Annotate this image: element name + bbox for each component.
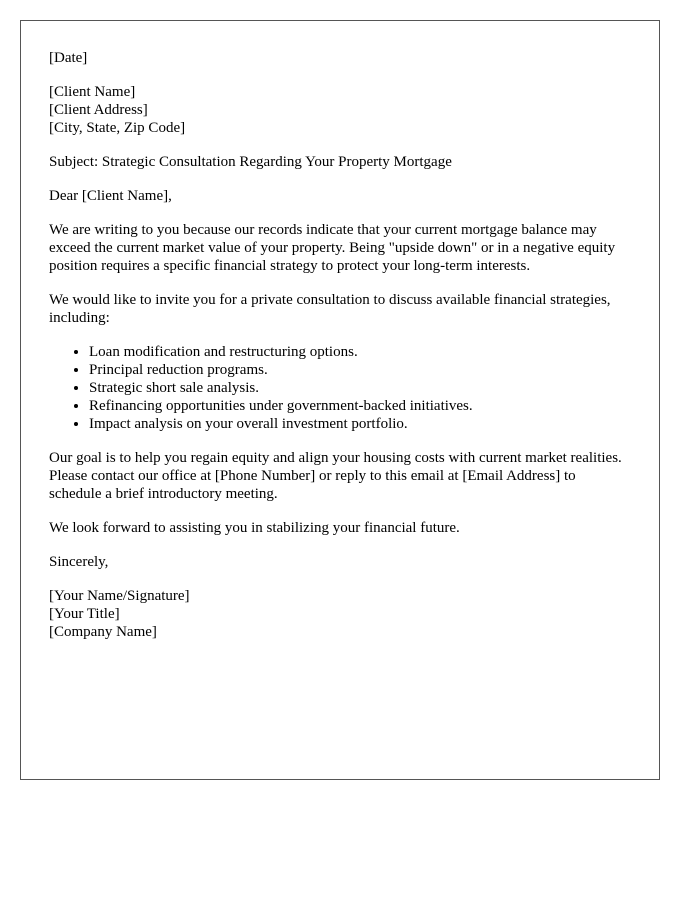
client-city-state-zip: [City, State, Zip Code] [49, 120, 186, 136]
list-item: • Impact analysis on your overall investment portfolio. [89, 415, 631, 433]
client-name: [Client Name] [49, 84, 136, 100]
letter-subject: Subject: Strategic Consultation Regarding Your Property Mortgage [49, 154, 452, 170]
body-paragraph-3: Our goal is to help you regain equity and align your housing costs with current market realities. Please contact our office at [Phone Number] or reply to this email at [Email Address] to schedule a brief introductory meeting. [49, 450, 622, 502]
list-item: • Principal reduction programs. [89, 361, 631, 379]
body-paragraph-1: We are writing to you because our records indicate that your current mortgage balance may exceed the current market value of your property. Being "upside down" or in a negative equity position requires a specific financial strategy to protect your long-term interests. [49, 222, 616, 274]
company-name: [Company Name] [49, 624, 157, 640]
list-item: • Loan modification and restructuring options. [89, 343, 631, 361]
body-paragraph-4: We look forward to assisting you in stabilizing your financial future. [49, 520, 460, 536]
list-item: • Strategic short sale analysis. [89, 379, 631, 397]
sender-name: [Your Name/Signature] [49, 588, 190, 604]
signature-block [49, 587, 631, 641]
strategies-list [49, 343, 631, 433]
letter-page [20, 20, 660, 780]
letter-date: [Date] [49, 50, 88, 66]
recipient-address-block [49, 83, 631, 137]
letter-salutation: Dear [Client Name], [49, 188, 172, 204]
list-item: • Refinancing opportunities under government-backed initiatives. [89, 397, 631, 415]
body-paragraph-2: We would like to invite you for a private consultation to discuss available financial strategies, including: [49, 292, 611, 326]
sender-title: [Your Title] [49, 606, 120, 622]
letter-closing: Sincerely, [49, 554, 109, 570]
client-address: [Client Address] [49, 102, 148, 118]
